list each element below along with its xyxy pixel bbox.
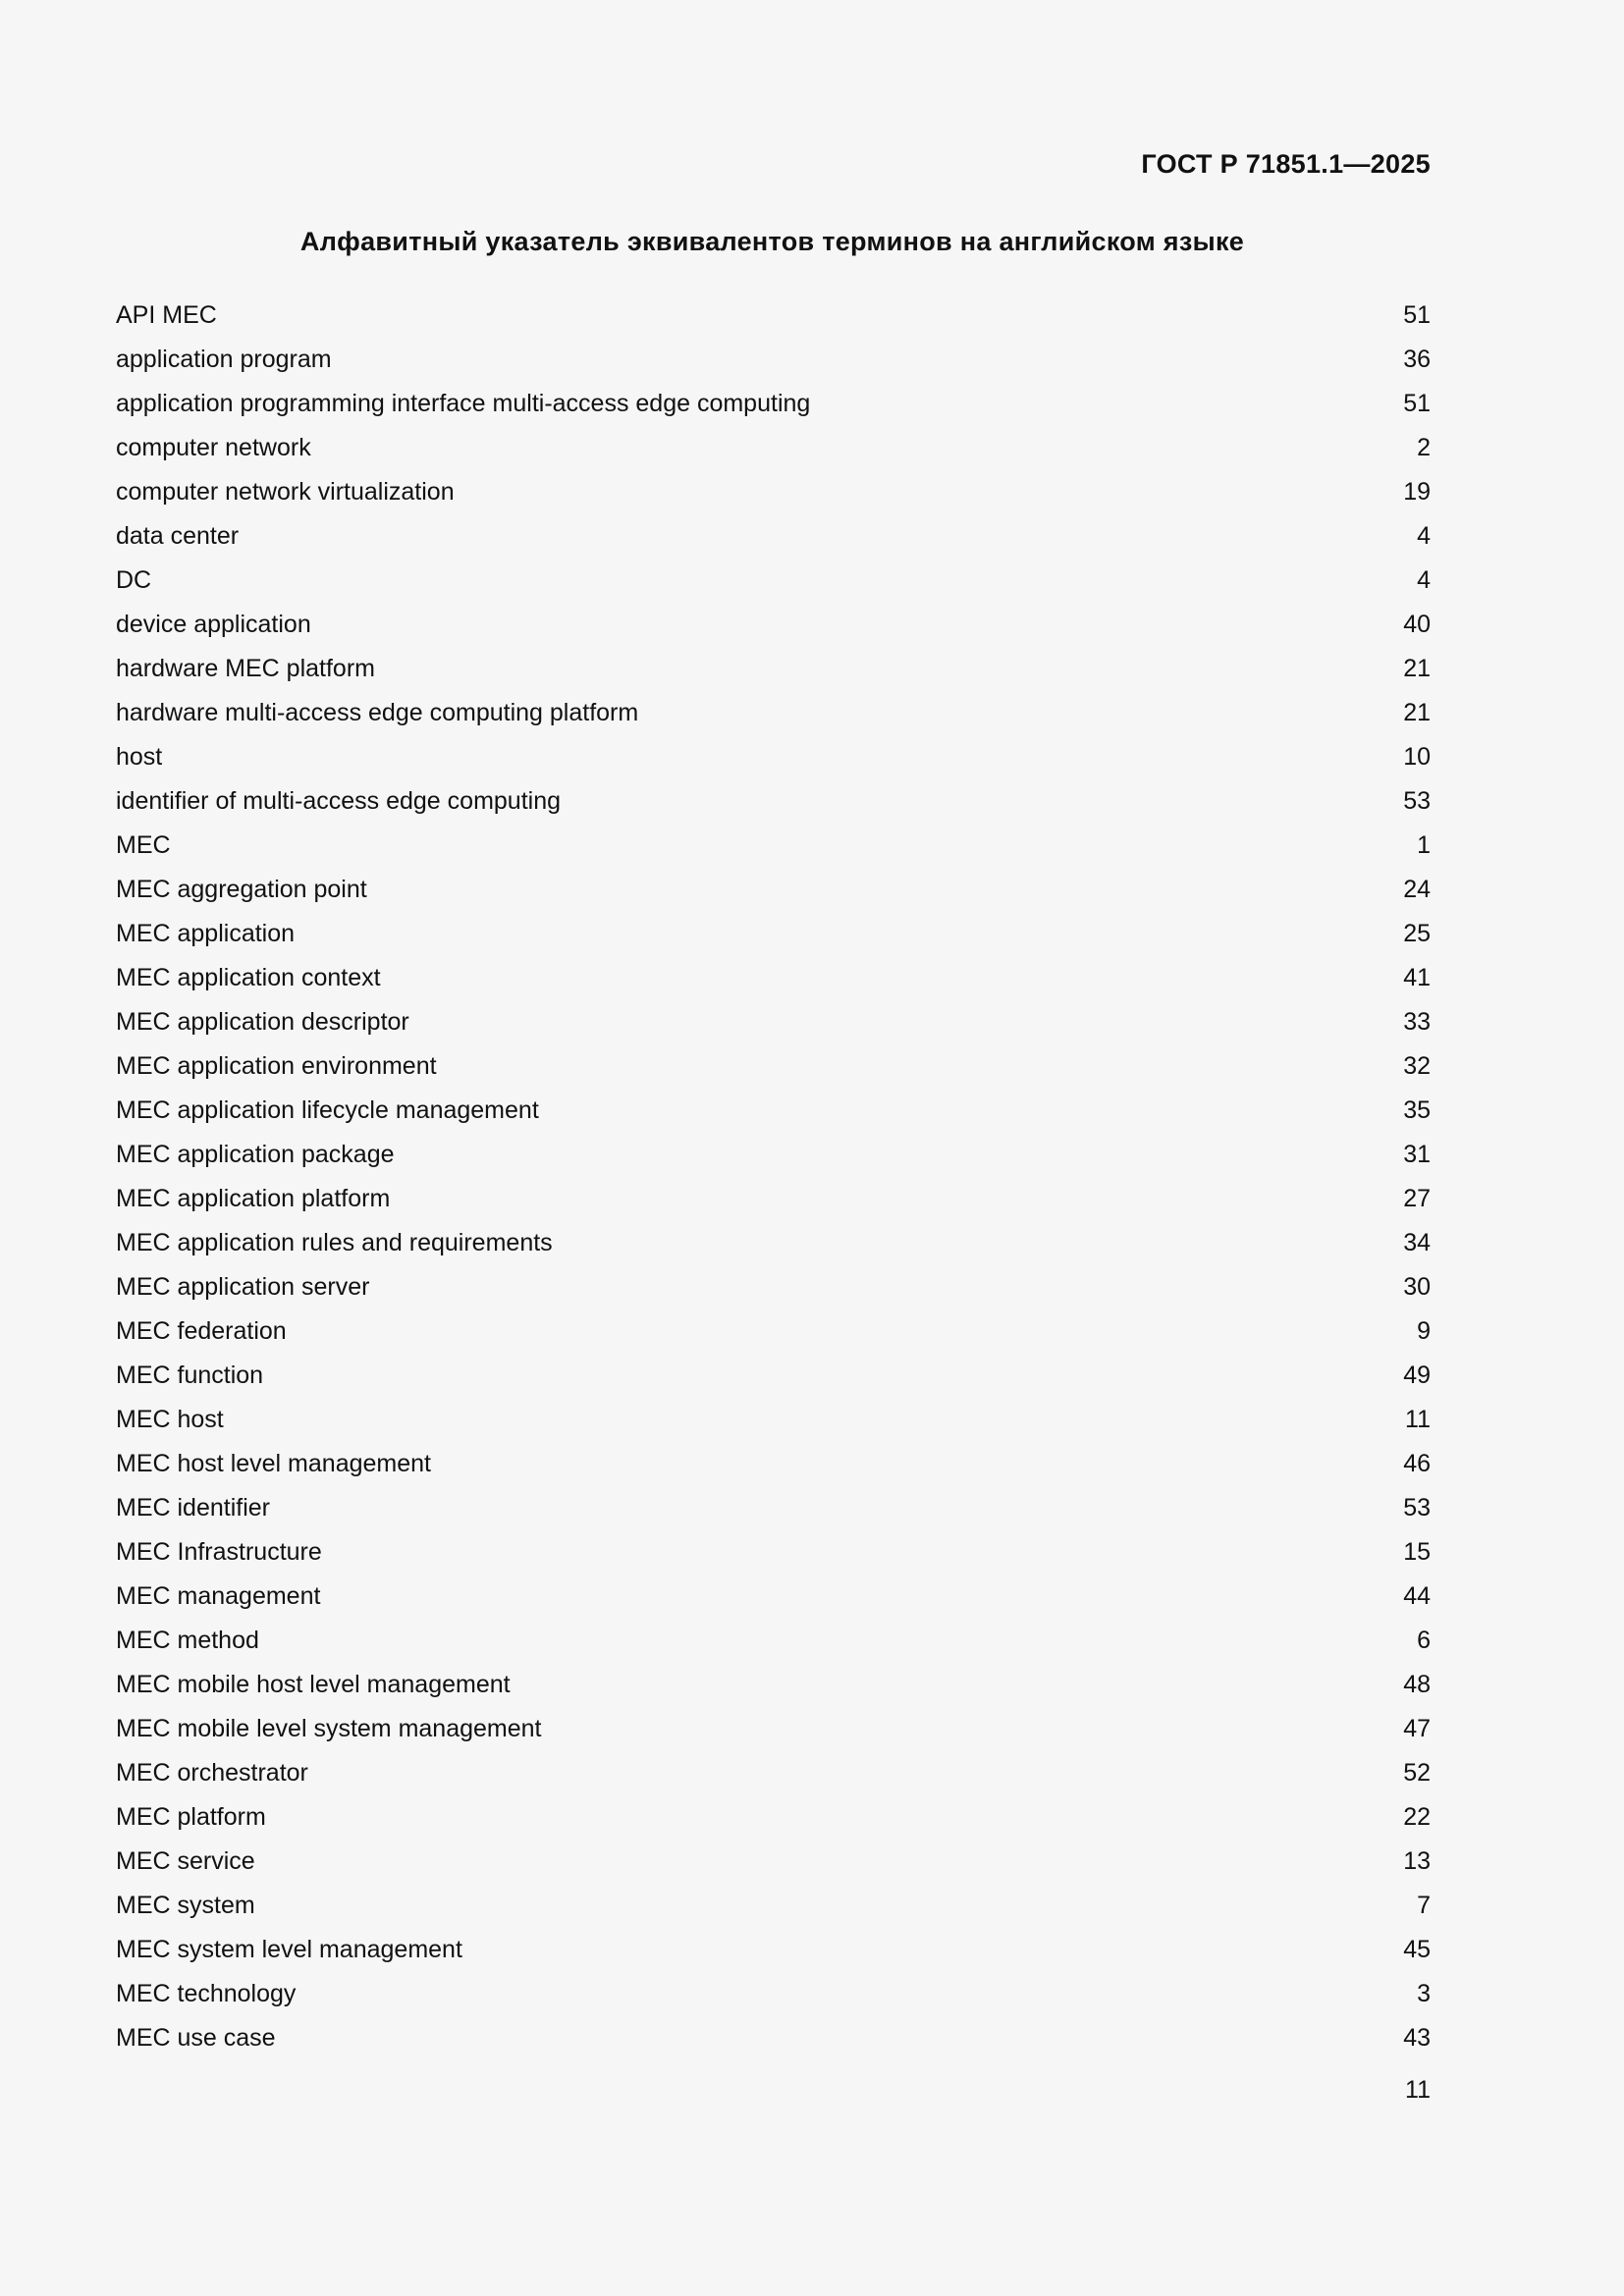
index-entry [116,469,1431,513]
index-entry [116,1397,1431,1441]
index-entry [116,1839,1431,1883]
entry-term: application program [116,345,332,373]
index-entry [116,1529,1431,1574]
entry-term: DC [116,565,152,594]
entry-ref-number: 13 [1403,1846,1431,1875]
index-entry [116,1308,1431,1353]
entry-term: MEC application platform [116,1184,391,1212]
entry-ref-number: 36 [1403,345,1431,373]
index-entry [116,999,1431,1043]
index-entry [116,381,1431,425]
index-entry [116,1662,1431,1706]
entry-term: MEC application descriptor [116,1007,409,1036]
entry-term: MEC system level management [116,1935,462,1963]
entry-term: MEC system [116,1891,255,1919]
entry-ref-number: 15 [1403,1537,1431,1566]
entry-term: MEC application context [116,963,381,991]
entry-term: MEC use case [116,2023,276,2052]
entry-term: API MEC [116,300,217,329]
index-entry [116,911,1431,955]
index-entry [116,513,1431,558]
entry-term: data center [116,521,240,550]
index-entry [116,1176,1431,1220]
entry-ref-number: 19 [1403,477,1431,506]
page-number: 11 [1405,2076,1431,2104]
index-entry [116,293,1431,337]
entry-ref-number: 40 [1403,610,1431,638]
entry-ref-number: 34 [1403,1228,1431,1256]
index-entry [116,1043,1431,1088]
index-entry [116,1794,1431,1839]
index-entry [116,690,1431,734]
entry-ref-number: 35 [1403,1095,1431,1124]
entry-ref-number: 3 [1417,1979,1431,2007]
entry-ref-number: 53 [1403,1493,1431,1522]
entry-ref-number: 46 [1403,1449,1431,1477]
entry-ref-number: 22 [1403,1802,1431,1831]
entry-ref-number: 27 [1403,1184,1431,1212]
term-index-list [116,293,1431,2059]
entry-ref-number: 45 [1403,1935,1431,1963]
entry-ref-number: 51 [1403,389,1431,417]
index-entry [116,1618,1431,1662]
entry-ref-number: 32 [1403,1051,1431,1080]
entry-term: MEC identifier [116,1493,270,1522]
index-entry [116,1353,1431,1397]
entry-ref-number: 21 [1403,698,1431,726]
entry-term: MEC orchestrator [116,1758,308,1787]
entry-term: identifier of multi-access edge computing [116,786,562,815]
index-entry [116,955,1431,999]
index-entry [116,1132,1431,1176]
index-entry [116,2015,1431,2059]
entry-term: MEC technology [116,1979,297,2007]
entry-term: MEC host level management [116,1449,431,1477]
entry-ref-number: 24 [1403,875,1431,903]
index-entry [116,646,1431,690]
index-entry [116,425,1431,469]
document-code: ГОСТ Р 71851.1—2025 [1141,149,1431,179]
index-entry [116,337,1431,381]
index-entry [116,867,1431,911]
index-entry [116,778,1431,823]
entry-term: MEC application server [116,1272,370,1301]
entry-term: MEC federation [116,1316,287,1345]
entry-ref-number: 52 [1403,1758,1431,1787]
index-entry [116,1927,1431,1971]
entry-ref-number: 21 [1403,654,1431,682]
index-entry [116,823,1431,867]
entry-term: hardware multi-access edge computing platform [116,698,639,726]
entry-ref-number: 11 [1405,1405,1431,1433]
entry-ref-number: 43 [1403,2023,1431,2052]
entry-ref-number: 30 [1403,1272,1431,1301]
entry-term: MEC application package [116,1140,395,1168]
index-entry [116,1750,1431,1794]
entry-term: MEC application [116,919,296,947]
entry-term: MEC application lifecycle management [116,1095,539,1124]
entry-ref-number: 4 [1417,565,1431,594]
entry-term: MEC mobile host level management [116,1670,511,1698]
entry-ref-number: 47 [1403,1714,1431,1742]
entry-term: MEC Infrastructure [116,1537,322,1566]
entry-ref-number: 6 [1417,1626,1431,1654]
entry-ref-number: 1 [1417,830,1431,859]
entry-ref-number: 49 [1403,1361,1431,1389]
index-entry [116,602,1431,646]
entry-term: MEC mobile level system management [116,1714,542,1742]
index-title: Алфавитный указатель эквивалентов терминов на английском языке [299,227,1245,256]
entry-ref-number: 25 [1403,919,1431,947]
entry-ref-number: 4 [1417,521,1431,550]
entry-ref-number: 31 [1403,1140,1431,1168]
entry-term: MEC service [116,1846,255,1875]
entry-ref-number: 10 [1403,742,1431,771]
index-entry [116,1220,1431,1264]
entry-ref-number: 51 [1403,300,1431,329]
index-entry [116,1706,1431,1750]
entry-ref-number: 7 [1417,1891,1431,1919]
entry-ref-number: 48 [1403,1670,1431,1698]
entry-ref-number: 44 [1403,1581,1431,1610]
entry-term: host [116,742,163,771]
entry-term: MEC host [116,1405,224,1433]
entry-term: computer network virtualization [116,477,455,506]
index-entry [116,1088,1431,1132]
index-entry [116,1441,1431,1485]
entry-term: MEC platform [116,1802,266,1831]
entry-term: MEC management [116,1581,321,1610]
index-entry [116,558,1431,602]
entry-ref-number: 53 [1403,786,1431,815]
index-entry [116,734,1431,778]
entry-term: MEC [116,830,171,859]
index-entry [116,1485,1431,1529]
entry-term: hardware MEC platform [116,654,375,682]
entry-term: MEC method [116,1626,259,1654]
index-entry [116,1264,1431,1308]
entry-term: MEC function [116,1361,264,1389]
index-entry [116,1971,1431,2015]
entry-term: application programming interface multi-access edge computing [116,389,811,417]
entry-term: MEC aggregation point [116,875,367,903]
index-entry [116,1574,1431,1618]
entry-ref-number: 9 [1417,1316,1431,1345]
index-entry [116,1883,1431,1927]
entry-term: device application [116,610,311,638]
entry-term: computer network [116,433,311,461]
entry-ref-number: 41 [1403,963,1431,991]
entry-ref-number: 2 [1417,433,1431,461]
entry-term: MEC application environment [116,1051,437,1080]
entry-ref-number: 33 [1403,1007,1431,1036]
entry-term: MEC application rules and requirements [116,1228,553,1256]
